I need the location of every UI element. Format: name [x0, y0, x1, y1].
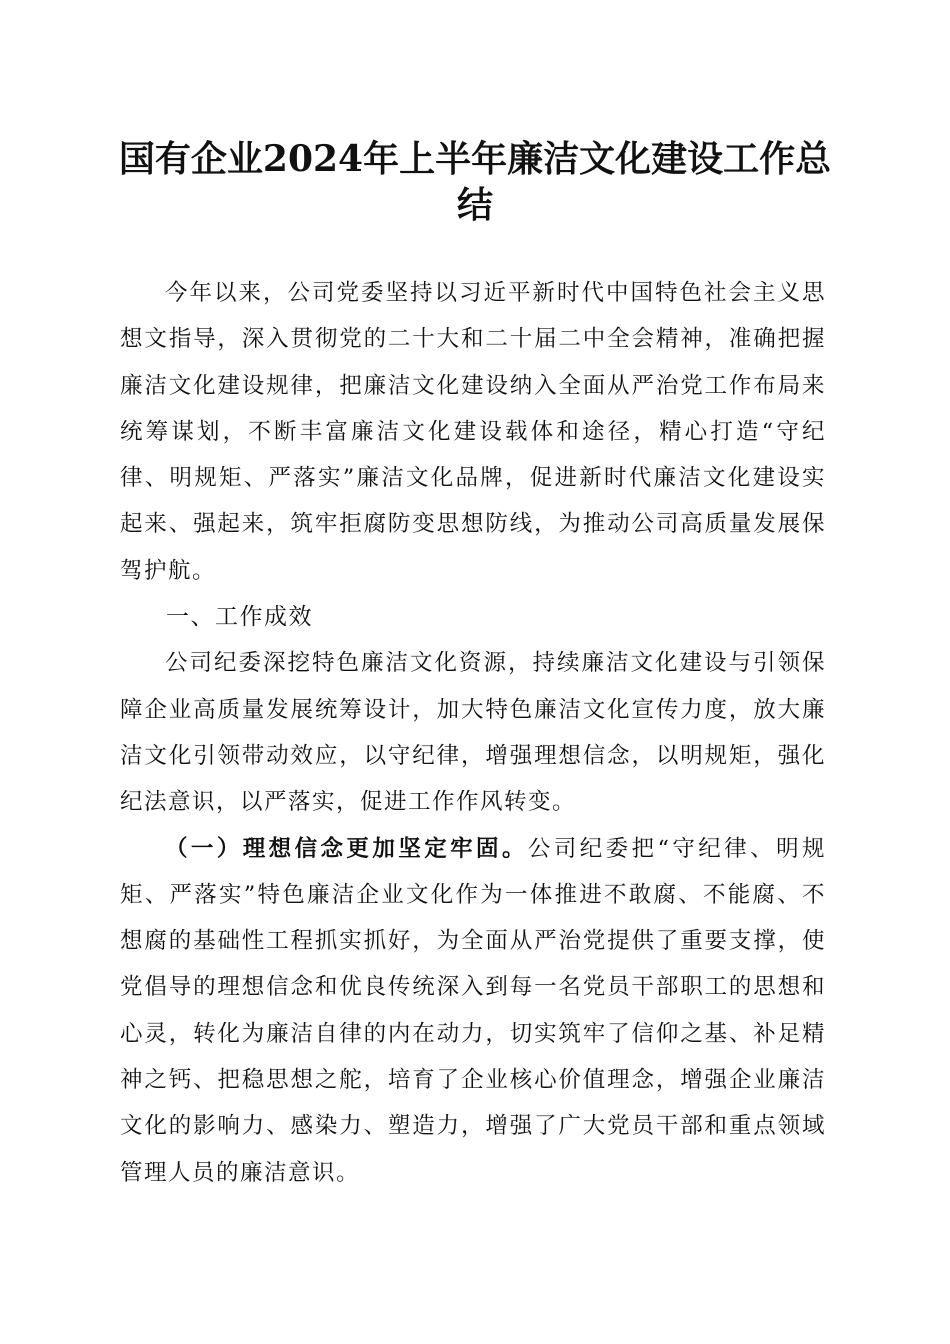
- subsection-paragraph: [120, 826, 826, 1196]
- subsection-lead: （一）理想信念更加坚定牢固。: [165, 835, 528, 862]
- document-body: [120, 270, 826, 1196]
- subsection-text: 公司纪委把“守纪律、明规矩、严落实”特色廉洁企业文化作为一体推进不敢腐、不能腐、不想腐的基础性工程抓实抓好，为全面从严治党提供了重要支撑，使党倡导的理想信念和优良传统深入到每一名党员干部职工的思想和心灵，转化为廉洁自律的内在动力，切实筑牢了信仰之基、补足精神之钙、把稳思想之舵，培育了企业核心价值理念，增强企业廉洁文化的影响力、感染力、塑造力，增强了广大党员干部和重点领域管理人员的廉洁意识。: [120, 835, 826, 1186]
- section-paragraph: 公司纪委深挖特色廉洁文化资源，持续廉洁文化建设与引领保障企业高质量发展统筹设计，加大特色廉洁文化宣传力度，放大廉洁文化引领带动效应，以守纪律，增强理想信念，以明规矩，强化纪法意识，以严落实，促进工作作风转变。: [120, 650, 826, 816]
- section-heading-work-results: 一、工作成效: [166, 604, 313, 631]
- intro-paragraph: 今年以来，公司党委坚持以习近平新时代中国特色社会主义思想文指导，深入贯彻党的二十大和二十届二中全会精神，准确把握廉洁文化建设规律，把廉洁文化建设纳入全面从严治党工作布局来统筹谋划，不断丰富廉洁文化建设载体和途径，精心打造“守纪律、明规矩、严落实”廉洁文化品牌，促进新时代廉洁文化建设实起来、强起来，筑牢拒腐防变思想防线，为推动公司高质量发展保驾护航。: [120, 280, 826, 584]
- document-title: 国有企业2024年上半年廉洁文化建设工作总结: [118, 138, 832, 226]
